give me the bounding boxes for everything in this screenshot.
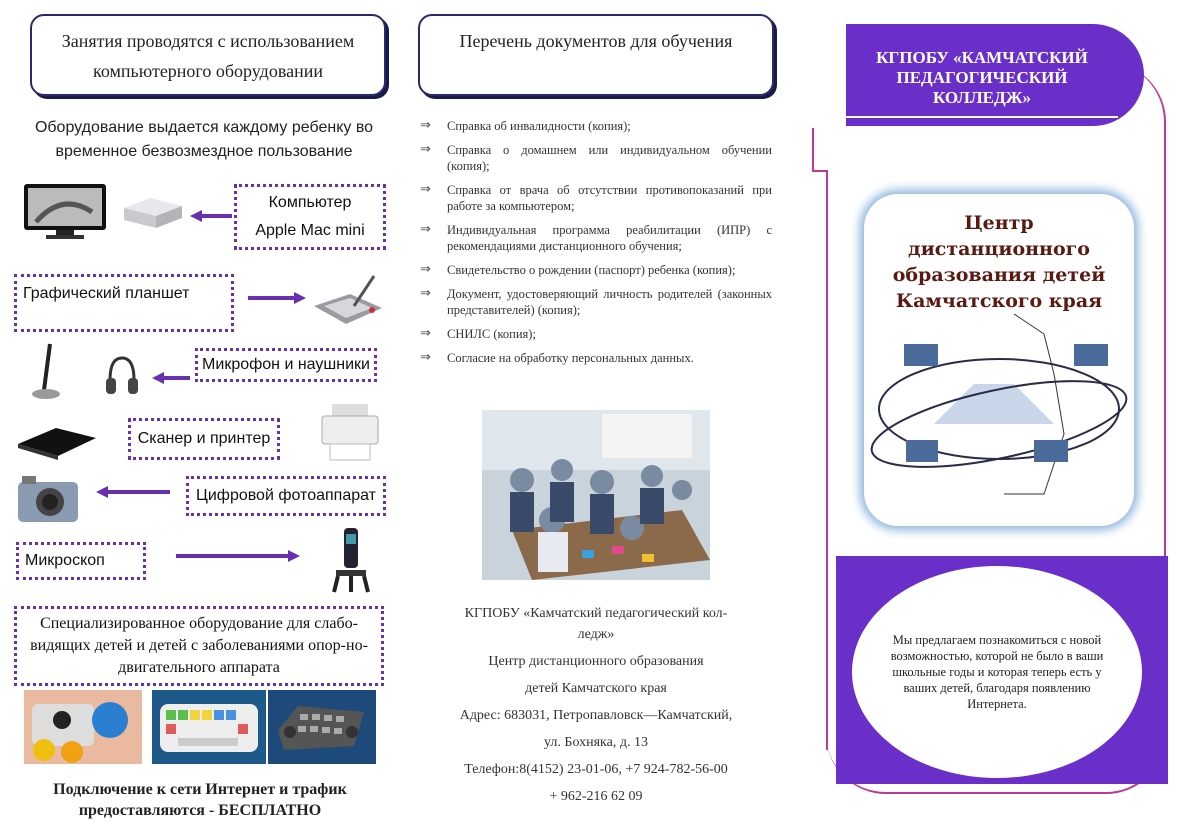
logo-line-2: дистанционного xyxy=(908,238,1090,260)
offer-text: Мы предлагаем познакомиться с новой возможностью, которой не было в ваши школьные годы и которая теперь есть у ваших детей, благодаря появлению Интернета. xyxy=(890,633,1104,711)
special-equipment-box xyxy=(14,606,384,686)
address-line-1: Адрес: 683031, Петропавловск—Камчатский, xyxy=(459,708,733,723)
double-arrow-icon: ⇒ xyxy=(420,350,431,365)
monitor-image xyxy=(22,182,108,240)
arrow-left-icon xyxy=(96,486,170,498)
list-item: ⇒ Индивидуальная программа реабилитации (ИПР) с рекомендациями дистанционного обучения; xyxy=(420,222,772,253)
computer-model-label: Apple Mac mini xyxy=(255,222,365,239)
arrow-left-icon xyxy=(152,372,190,384)
equipment-title: Занятия проводятся с использованием компьютерного оборудовании xyxy=(61,31,355,81)
adaptive-keyboard-image xyxy=(152,690,266,764)
printer-image xyxy=(318,400,382,464)
adaptive-buttons-image xyxy=(24,690,142,764)
logo-line-1: Центр xyxy=(964,212,1034,234)
center-line-1: Центр дистанционного образования xyxy=(488,654,704,669)
magenta-frame-corner xyxy=(812,128,828,172)
double-arrow-icon: ⇒ xyxy=(420,326,431,341)
college-header xyxy=(846,24,1144,126)
equipment-item-microscope xyxy=(16,542,146,580)
arrow-left-icon xyxy=(190,210,232,222)
college-line-2: ледж» xyxy=(577,627,615,642)
mac-mini-image xyxy=(120,196,186,232)
arrow-right-icon xyxy=(248,292,306,304)
list-item: ⇒ Согласие на обработку персональных данных. xyxy=(420,350,694,365)
scanner-label: Сканер и принтер xyxy=(137,430,271,447)
equipment-item-scanner xyxy=(128,418,280,460)
center-logo xyxy=(864,194,1134,526)
tablet-label: Графический планшет xyxy=(23,285,190,302)
logo-text xyxy=(864,210,1134,314)
offer-circle xyxy=(852,566,1142,778)
list-item: ⇒ СНИЛС (копия); xyxy=(420,326,536,341)
mic-label: Микрофон и наушники xyxy=(202,356,370,373)
documents-title: Перечень документов для обучения xyxy=(459,31,733,51)
list-item: ⇒ Документ, удостоверяющий личность родителей (законных представителей) (копия); xyxy=(420,286,772,317)
double-arrow-icon: ⇒ xyxy=(420,262,431,277)
equipment-item-tablet xyxy=(14,274,234,332)
list-item: ⇒ Справка от врача об отсутствии противопоказаний при работе за компьютером; xyxy=(420,182,772,213)
double-arrow-icon: ⇒ xyxy=(420,142,431,157)
list-item: ⇒ Справка об инвалидности (копия); xyxy=(420,118,631,133)
college-name: КГПОБУ «КАМЧАТСКИЙ ПЕДАГОГИЧЕСКИЙ КОЛЛЕДЖ» xyxy=(876,48,1088,107)
equipment-item-camera xyxy=(186,476,386,516)
center-line-2: детей Камчатского края xyxy=(525,681,667,696)
equipment-item-computer xyxy=(234,184,386,250)
address-line-2: ул. Бохняка, д. 13 xyxy=(544,735,648,750)
classroom-photo xyxy=(482,410,710,580)
double-arrow-icon: ⇒ xyxy=(420,286,431,301)
tablet-image xyxy=(310,272,386,332)
logo-line-3: образования детей xyxy=(892,264,1106,286)
magenta-frame-left xyxy=(826,170,828,750)
contact-info xyxy=(420,600,772,810)
list-item: ⇒ Свидетельство о рождении (паспорт) ребенка (копия); xyxy=(420,262,736,277)
phone-line-1: Телефон:8(4152) 23-01-06, +7 924-782-56-00 xyxy=(464,762,728,777)
headphones-image xyxy=(104,354,140,400)
special-equipment-text: Специализированное оборудование для слабо-видящих детей и детей с заболеваниями опор-но-двигательного аппарата xyxy=(30,615,368,676)
list-item: ⇒ Справка о домашнем или индивидуальном обучении (копия); xyxy=(420,142,772,173)
microscope-image xyxy=(330,526,372,594)
equipment-item-mic xyxy=(195,348,377,382)
arrow-right-icon xyxy=(176,550,300,562)
equipment-title-box xyxy=(30,14,386,96)
computer-label: Компьютер xyxy=(268,194,352,211)
braille-keyboard-image xyxy=(268,690,376,764)
double-arrow-icon: ⇒ xyxy=(420,182,431,197)
scanner-image xyxy=(16,420,98,460)
equipment-intro: Оборудование выдается каждому ребенку во временное безвозмездное пользование xyxy=(34,119,374,160)
logo-line-4: Камчатского края xyxy=(895,290,1103,312)
double-arrow-icon: ⇒ xyxy=(420,222,431,237)
free-internet-note: Подключение к сети Интернет и трафик предоставляются - БЕСПЛАТНО xyxy=(53,781,347,819)
college-line-1: КГПОБУ «Камчатский педагогический кол- xyxy=(464,606,728,621)
camera-image xyxy=(16,474,80,524)
documents-title-box xyxy=(418,14,774,96)
microphone-image xyxy=(30,340,66,402)
header-underline xyxy=(846,116,1118,118)
documents-list xyxy=(420,118,772,374)
microscope-label: Микроскоп xyxy=(25,552,105,569)
double-arrow-icon: ⇒ xyxy=(420,118,431,133)
camera-label: Цифровой фотоаппарат xyxy=(196,487,376,504)
phone-line-2: + 962-216 62 09 xyxy=(549,789,643,804)
